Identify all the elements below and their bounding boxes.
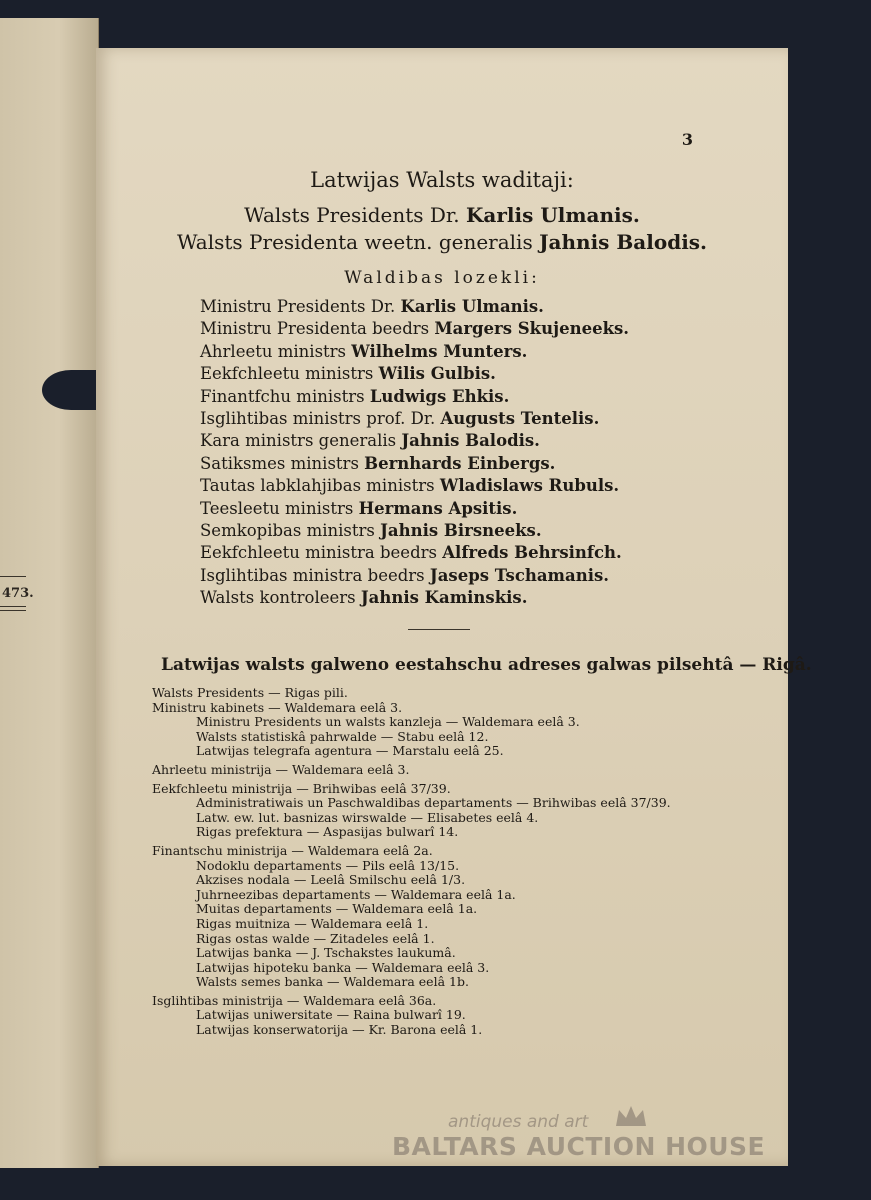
address-entry: Latw. ew. lut. basnizas wirswalde — Elisabetes eelâ 4. [196,809,539,825]
minister-name: Jahnis Kaminskis. [360,588,528,608]
watermark-name: BALTARS AUCTION HOUSE [392,1132,766,1161]
minister-name: Wilis Gulbis. [378,364,496,384]
address-entry: Walsts Presidents — Rigas pili. [152,685,348,700]
address-entry: Ministru Presidents un walsts kanzleja — Waldemara eelâ 3. [196,714,580,730]
address-entry: Ministru kabinets — Waldemara eelâ 3. [152,699,403,715]
left-rule [0,606,26,607]
torn-edge [42,370,100,410]
address-entry: Ahrleetu ministrija — Waldemara eelâ 3. [152,761,410,777]
minister-name: Margers Skujeneeks. [434,319,630,339]
page-number: 3 [681,130,693,149]
address-entry: Walsts semes banka — Waldemara eelâ 1b. [196,974,469,990]
minister-row [200,430,629,452]
minister-role: Tautas labklahjibas ministrs [200,476,440,496]
minister-role: Teesleetu ministrs [200,498,359,518]
minister-name: Augusts Tentelis. [440,408,600,428]
minister-row [200,296,629,318]
crown-icon [614,1104,648,1128]
address-entry: Akzises nodala — Leelâ Smilschu eelâ 1/3. [196,872,466,888]
address-entry: Latwijas telegrafa agentura — Marstalu eelâ 25. [196,743,504,759]
address-entry: Rigas ostas walde — Zitadeles eelâ 1. [196,930,435,946]
address-entry: Rigas muitniza — Waldemara eelâ 1. [196,915,429,931]
minister-name: Wladislaws Rubuls. [439,476,620,496]
minister-role: Ahrleetu ministrs [200,341,352,361]
minister-row [200,318,629,340]
minister-row [200,341,629,363]
watermark-tagline: antiques and art [448,1112,589,1132]
address-entry: Eekfchleetu ministrija — Brihwibas eelâ 37/39. [152,780,451,796]
deputy-title: Walsts Presidenta weetn. generalis [176,230,540,254]
minister-name: Alfreds Behrsinfch. [442,543,622,563]
minister-row [200,453,629,475]
minister-role: Eekfchleetu ministrs [200,364,379,384]
minister-name: Hermans Apsitis. [358,498,518,518]
document-page [96,48,812,1166]
minister-role: Isglihtibas ministrs prof. Dr. [200,408,441,428]
minister-name: Wilhelms Munters. [351,341,528,361]
minister-row [200,386,629,408]
minister-row [200,408,629,430]
president-line [96,203,788,227]
address-entry: Walsts statistiskâ pahrwalde — Stabu eelâ 12. [196,728,489,744]
minister-row [200,565,629,587]
address-entry: Rigas prefektura — Aspasijas bulwarî 14. [196,824,459,840]
address-entry: Latwijas banka — J. Tschakstes laukumâ. [196,945,456,961]
minister-role: Semkopibas ministrs [200,520,381,540]
minister-name: Jahnis Balodis. [401,431,540,451]
minister-row [200,587,629,609]
address-entry: Juhrneezibas departaments — Waldemara eelâ 1a. [196,886,516,902]
minister-name: Ludwigs Ehkis. [369,386,510,406]
ministers-list [200,296,629,609]
left-rule [0,610,26,611]
left-page [0,18,99,1168]
minister-row [200,475,629,497]
address-entry: Administratiwais un Paschwaldibas departaments — Brihwibas eelâ 37/39. [196,795,671,811]
minister-row [200,363,629,385]
minister-name: Bernhards Einbergs. [364,453,556,473]
minister-name: Karlis Ulmanis. [400,297,544,316]
address-entry: Nodoklu departaments — Pils eelâ 13/15. [196,857,460,873]
deputy-name: Jahnis Balodis. [539,230,708,254]
minister-role: Ministru Presidenta beedrs [200,319,435,339]
address-entry: Latwijas konserwatorija — Kr. Barona eelâ 1. [196,1022,483,1038]
minister-name: Jahnis Birsneeks. [380,520,542,540]
minister-role: Walsts kontroleers [200,588,361,608]
address-list [152,686,671,1038]
address-entry: Muitas departaments — Waldemara eelâ 1a. [196,901,478,917]
minister-row [200,498,629,520]
minister-role: Isglihtibas ministra beedrs [200,565,430,585]
minister-role: Finantfchu ministrs [200,386,370,406]
president-title: Walsts Presidents Dr. [244,203,467,227]
minister-role: Ministru Presidents Dr. [200,297,401,316]
minister-row [200,520,629,542]
minister-name: Jaseps Tschamanis. [429,565,609,585]
section-divider [408,629,470,630]
left-page-fragment: 473. [2,586,34,601]
left-rule [0,576,26,577]
minister-role: Satiksmes ministrs [200,453,365,473]
minister-role: Eekfchleetu ministra beedrs [200,543,443,563]
address-heading: Latwijas walsts galweno eestahschu adreses galwas pilsehtâ — Rigâ. [161,655,812,675]
minister-row [200,542,629,564]
address-entry: Isglihtibas ministrija — Waldemara eelâ 36a. [152,992,437,1008]
address-entry: Latwijas hipoteku banka — Waldemara eelâ 3. [196,959,490,975]
president-name: Karlis Ulmanis. [466,203,640,227]
page-heading: Latwijas Walsts waditaji: [310,168,574,192]
cabinet-subheading: Waldibas lozekli: [344,268,540,288]
deputy-line [96,230,788,254]
address-entry: Latwijas uniwersitate — Raina bulwarî 19. [196,1007,466,1023]
address-entry: Finantschu ministrija — Waldemara eelâ 2a. [152,842,433,858]
minister-role: Kara ministrs generalis [200,431,402,451]
